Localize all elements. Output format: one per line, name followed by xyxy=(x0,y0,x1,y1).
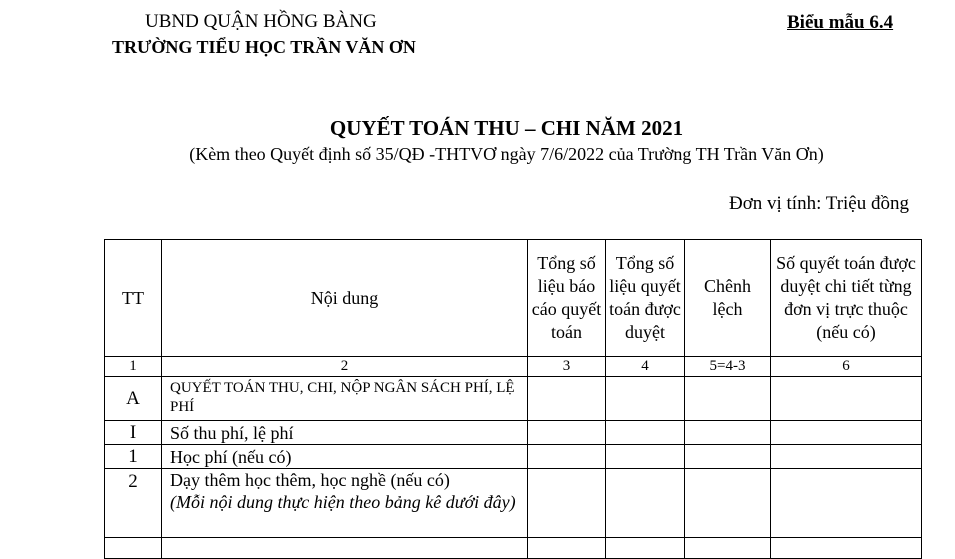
row-content-note: (Mỗi nội dung thực hiện theo bảng kê dưới đây) xyxy=(170,492,516,512)
table-row xyxy=(105,445,922,469)
row-content: QUYẾT TOÁN THU, CHI, NỘP NGÂN SÁCH PHÍ, LỆ PHÍ xyxy=(162,377,528,421)
column-number: 5=4-3 xyxy=(685,357,771,377)
table-row xyxy=(105,377,922,421)
table-row xyxy=(105,538,922,559)
school-name: TRƯỜNG TIỂU HỌC TRẦN VĂN ƠN xyxy=(112,37,416,57)
column-number: 1 xyxy=(105,357,162,377)
row-content xyxy=(162,469,528,538)
row-tt: 2 xyxy=(105,469,162,538)
settlement-table xyxy=(104,239,922,559)
row-tt: 1 xyxy=(105,445,162,469)
column-number-row xyxy=(105,357,922,377)
header-tt: TT xyxy=(105,240,162,357)
unit-label: Đơn vị tính: Triệu đồng xyxy=(728,193,909,214)
header-approved: Tổng số liệu quyết toán được duyệt xyxy=(606,240,685,357)
header-difference: Chênh lệch xyxy=(685,240,771,357)
row-content: Học phí (nếu có) xyxy=(162,445,528,469)
table-row xyxy=(105,421,922,445)
header-detail: Số quyết toán được duyệt chi tiết từng đơn vị trực thuộc (nếu có) xyxy=(771,240,922,357)
header-content: Nội dung xyxy=(162,240,528,357)
table-row xyxy=(105,469,922,538)
header-reported: Tổng số liệu báo cáo quyết toán xyxy=(528,240,606,357)
row-content-title: Dạy thêm học thêm, học nghề (nếu có) xyxy=(170,470,450,490)
column-number: 6 xyxy=(771,357,922,377)
column-number: 4 xyxy=(606,357,685,377)
form-code: Biểu mẫu 6.4 xyxy=(787,12,894,33)
row-tt: I xyxy=(105,421,162,445)
column-number: 2 xyxy=(162,357,528,377)
document-title: QUYẾT TOÁN THU – CHI NĂM 2021 xyxy=(329,116,684,140)
agency-name: UBND QUẬN HỒNG BÀNG xyxy=(145,11,377,32)
row-tt: A xyxy=(105,377,162,421)
row-content: Số thu phí, lệ phí xyxy=(162,421,528,445)
document-subtitle: (Kèm theo Quyết định số 35/QĐ -THTVƠ ngày 7/6/2022 của Trường TH Trần Văn Ơn) xyxy=(189,144,824,164)
table-header-row xyxy=(105,240,922,357)
column-number: 3 xyxy=(528,357,606,377)
